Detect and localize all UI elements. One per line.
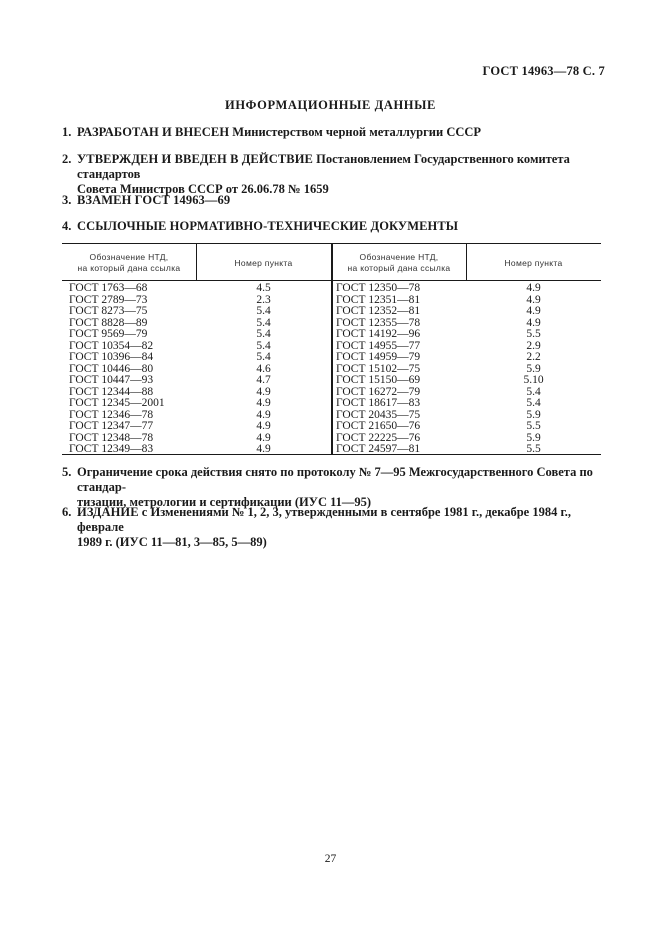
table-cell-ntd: ГОСТ 21650—76 bbox=[336, 420, 421, 432]
section-text: Постановлением Государственного комитета стандартов bbox=[77, 152, 570, 181]
section-text-cont: 1989 г. (ИУС 11—81, 3—85, 5—89) bbox=[77, 535, 267, 549]
section-number: 2. bbox=[62, 152, 72, 166]
table-cell-ntd: ГОСТ 8273—75 bbox=[69, 305, 148, 317]
table-cell-ntd: ГОСТ 14955—77 bbox=[336, 339, 421, 352]
table-cell-ntd: ГОСТ 1763—68 bbox=[69, 282, 148, 294]
section-number: 6. bbox=[62, 505, 72, 519]
section-lead: ССЫЛОЧНЫЕ НОРМАТИВНО-ТЕХНИЧЕСКИЕ ДОКУМЕНТЫ bbox=[77, 219, 459, 233]
table-cell-ntd: ГОСТ 12349—83 bbox=[69, 443, 154, 455]
table-cell-ntd: ГОСТ 10447—93 bbox=[69, 374, 154, 386]
table-cell-point: 4.9 bbox=[256, 408, 271, 421]
right-doc-column bbox=[336, 283, 466, 456]
table-cell-point: 4.9 bbox=[256, 431, 271, 444]
left-doc-column bbox=[69, 283, 196, 456]
table-cell-ntd: ГОСТ 12352—81 bbox=[336, 305, 421, 317]
table-cell-point: 5.4 bbox=[256, 339, 271, 352]
left-point-column bbox=[196, 283, 331, 456]
table-cell-point: 4.9 bbox=[256, 397, 271, 409]
table-cell-ntd: ГОСТ 15102—75 bbox=[336, 362, 421, 375]
table-cell-ntd: ГОСТ 12348—78 bbox=[69, 431, 154, 444]
section-6 bbox=[62, 505, 602, 550]
table-cell-ntd: ГОСТ 12355—78 bbox=[336, 316, 421, 329]
section-2 bbox=[62, 152, 602, 197]
table-cell-point: 5.4 bbox=[256, 305, 271, 317]
section-3 bbox=[62, 193, 602, 208]
section-number: 3. bbox=[62, 193, 72, 207]
table-cell-ntd: ГОСТ 8828—89 bbox=[69, 316, 148, 329]
table-cell-point: 4.9 bbox=[256, 443, 271, 455]
table-cell-ntd: ГОСТ 14192—96 bbox=[336, 328, 421, 340]
table-cell-ntd: ГОСТ 14959—79 bbox=[336, 351, 421, 363]
table-cell-ntd: ГОСТ 16272—79 bbox=[336, 385, 421, 398]
table-cell-ntd: ГОСТ 10446—80 bbox=[69, 362, 154, 375]
table-cell-point: 5.9 bbox=[526, 431, 541, 444]
section-lead: УТВЕРЖДЕН И ВВЕДЕН В ДЕЙСТВИЕ bbox=[77, 152, 313, 166]
section-text: Ограничение срока действия снято по протоколу № 7—95 Межгосударственного Совета по стандар- bbox=[77, 465, 593, 494]
table-cell-ntd: ГОСТ 12345—2001 bbox=[69, 397, 165, 409]
table-cell-point: 4.9 bbox=[526, 293, 541, 306]
table-cell-ntd: ГОСТ 2789—73 bbox=[69, 293, 148, 306]
section-lead: ИЗДАНИЕ bbox=[77, 505, 139, 519]
table-cell-point: 5.4 bbox=[526, 385, 541, 398]
header-point-right: Номер пункта bbox=[504, 258, 563, 268]
page-title: ИНФОРМАЦИОННЫЕ ДАННЫЕ bbox=[225, 98, 436, 112]
table-cell-point: 4.9 bbox=[526, 282, 541, 294]
header-ntd-line1: Обозначение НТД, bbox=[359, 252, 439, 262]
page-number: 27 bbox=[324, 853, 337, 865]
table-cell-point: 5.4 bbox=[256, 316, 271, 329]
table-cell-ntd: ГОСТ 12350—78 bbox=[336, 282, 421, 294]
table-cell-point: 4.5 bbox=[256, 282, 271, 294]
section-number: 5. bbox=[62, 465, 72, 479]
section-text-cont: тизации, метрологии и сертификации (ИУС 11—95) bbox=[77, 495, 372, 509]
table-cell-ntd: ГОСТ 15150—69 bbox=[336, 374, 421, 386]
table-cell-point: 5.9 bbox=[526, 362, 541, 375]
table-cell-point: 4.9 bbox=[256, 385, 271, 398]
header-ntd-left bbox=[62, 252, 196, 274]
table-cell-ntd: ГОСТ 12346—78 bbox=[69, 408, 154, 421]
table-cell-ntd: ГОСТ 12344—88 bbox=[69, 385, 154, 398]
table-cell-point: 2.9 bbox=[526, 339, 541, 352]
table-cell-ntd: ГОСТ 18617—83 bbox=[336, 397, 421, 409]
reference-documents-table bbox=[62, 243, 601, 455]
section-text: Министерством черной металлургии СССР bbox=[232, 125, 482, 139]
table-cell-ntd: ГОСТ 12347—77 bbox=[69, 420, 154, 432]
table-cell-point: 2.2 bbox=[526, 351, 541, 363]
table-divider-center bbox=[331, 243, 333, 455]
table-cell-ntd: ГОСТ 20435—75 bbox=[336, 408, 421, 421]
section-5 bbox=[62, 465, 602, 510]
table-cell-point: 5.5 bbox=[526, 420, 541, 432]
table-cell-point: 5.4 bbox=[526, 397, 541, 409]
table-cell-point: 2.3 bbox=[256, 293, 271, 306]
section-1 bbox=[62, 125, 602, 140]
header-ntd-line1: Обозначение НТД, bbox=[89, 252, 169, 262]
table-cell-ntd: ГОСТ 10396—84 bbox=[69, 351, 154, 363]
table-cell-ntd: ГОСТ 24597—81 bbox=[336, 443, 421, 455]
header-ntd-right bbox=[332, 252, 466, 274]
header-point-left: Номер пункта bbox=[234, 258, 293, 268]
table-cell-point: 4.6 bbox=[256, 362, 271, 375]
table-cell-point: 4.9 bbox=[256, 420, 271, 432]
table-cell-point: 5.4 bbox=[256, 351, 271, 363]
table-cell-point: 4.9 bbox=[526, 305, 541, 317]
section-number: 4. bbox=[62, 219, 72, 233]
table-cell-ntd: ГОСТ 22225—76 bbox=[336, 431, 421, 444]
section-text-cont: Совета Министров СССР от 26.06.78 № 1659 bbox=[77, 182, 329, 196]
table-cell-point: 5.5 bbox=[526, 328, 541, 340]
section-number: 1. bbox=[62, 125, 72, 139]
section-text: с Изменениями № 1, 2, 3, утвержденными в сентябре 1981 г., декабре 1984 г., феврале bbox=[77, 505, 571, 534]
header-ntd-line2: на который дана ссылка bbox=[347, 263, 451, 273]
table-cell-point: 5.10 bbox=[523, 374, 544, 386]
page-header-doc-ref: ГОСТ 14963—78 С. 7 bbox=[482, 64, 605, 78]
table-cell-point: 4.7 bbox=[256, 374, 271, 386]
section-lead: ВЗАМЕН ГОСТ 14963—69 bbox=[77, 193, 231, 207]
table-cell-point: 5.5 bbox=[526, 443, 541, 455]
table-cell-point: 5.9 bbox=[526, 408, 541, 421]
table-cell-point: 5.4 bbox=[256, 328, 271, 340]
table-cell-ntd: ГОСТ 12351—81 bbox=[336, 293, 421, 306]
right-point-column bbox=[466, 283, 601, 456]
section-lead: РАЗРАБОТАН И ВНЕСЕН bbox=[77, 125, 230, 139]
table-cell-ntd: ГОСТ 9569—79 bbox=[69, 328, 148, 340]
table-cell-point: 4.9 bbox=[526, 316, 541, 329]
table-cell-ntd: ГОСТ 10354—82 bbox=[69, 339, 154, 352]
section-4 bbox=[62, 219, 602, 234]
header-ntd-line2: на который дана ссылка bbox=[77, 263, 181, 273]
